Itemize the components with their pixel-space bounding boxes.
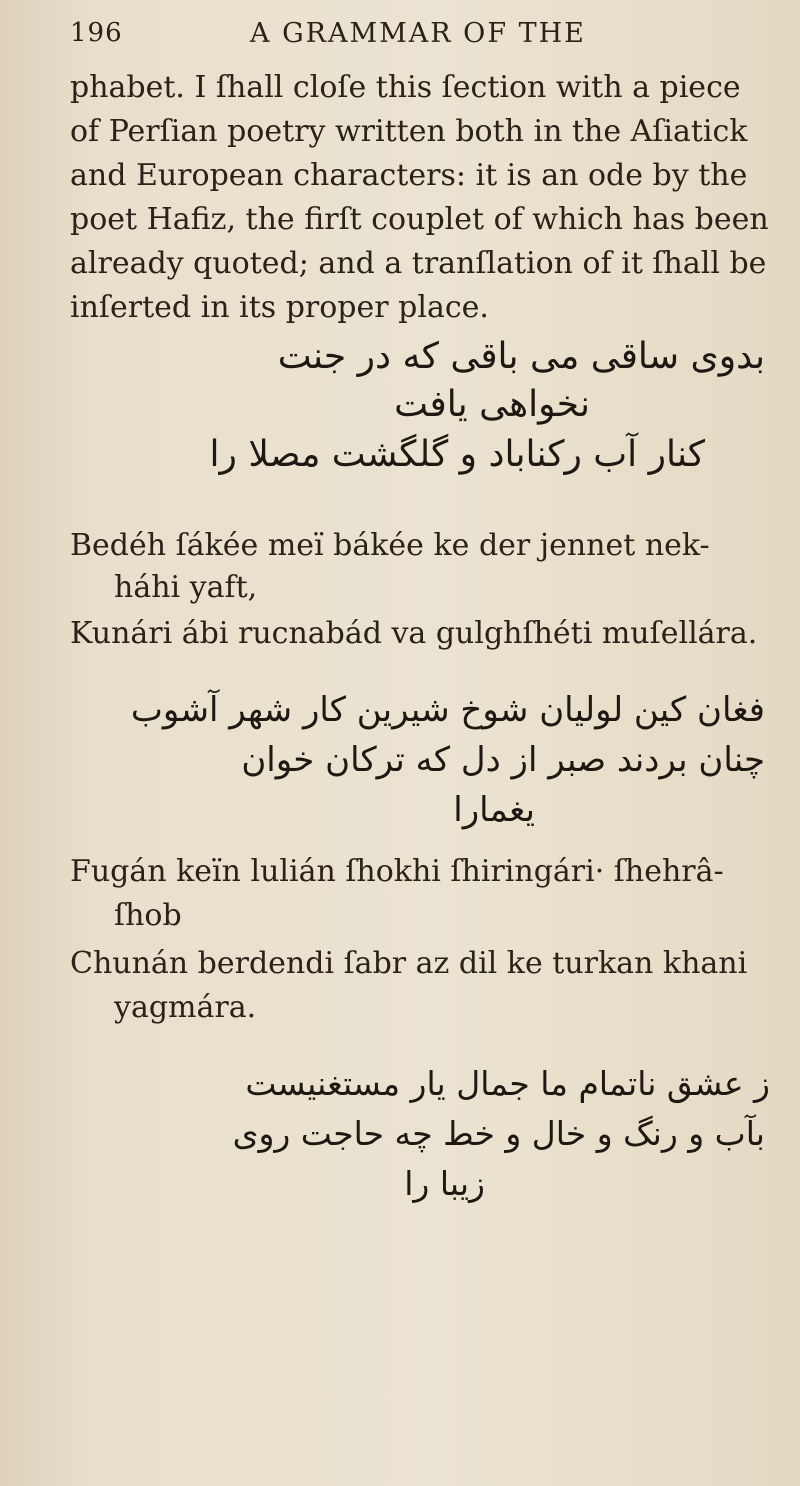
transliteration-line: Kunári ábi rucnabád va gulghſhéti muſellára. <box>70 616 758 651</box>
running-head: A GRAMMAR OF THE <box>250 18 586 49</box>
transliteration-line: ſhob <box>114 898 182 933</box>
persian-verse-line: نخواهی یافت <box>394 384 590 425</box>
persian-verse-line: ز عشق ناتمام ما جمال یار مستغنیست <box>245 1064 770 1103</box>
persian-verse-line: یغمارا <box>453 790 535 830</box>
page-number: 196 <box>70 18 123 48</box>
intro-line: inſerted in its proper place. <box>70 290 489 325</box>
transliteration-line: háhi yaft, <box>114 570 258 605</box>
intro-line: of Perſian poetry written both in the Aſiatick <box>70 114 748 149</box>
intro-line: phabet. I ſhall cloſe this ſection with a piece <box>70 70 741 105</box>
transliteration-line: yagmára. <box>114 990 257 1025</box>
page-header <box>70 18 770 58</box>
intro-line: poet Hafiz, the firſt couplet of which has been <box>70 202 769 237</box>
transliteration-line: Fugán keïn lulián ſhokhi ſhiringári· ſhehrâ- <box>70 854 724 889</box>
intro-paragraph <box>70 66 790 330</box>
persian-verse-line: بآب و رنگ و خال و خط چه حاجت روی <box>232 1114 765 1153</box>
persian-verse-line: زیبا را <box>404 1164 485 1203</box>
transliteration-line: Bedéh ſákée meï bákée ke der jennet nek- <box>70 528 710 563</box>
intro-line: and European characters: it is an ode by the <box>70 158 748 193</box>
persian-verse-line: فغان کین لولیان شوخ شیرین کار شهر آشوب <box>130 690 765 730</box>
persian-verse-line: کنار آب رکناباد و گلگشت مصلا را <box>209 434 705 475</box>
persian-verse-line: بدوی ساقی می باقی که در جنت <box>277 336 765 377</box>
intro-line: already quoted; and a tranſlation of it ſhall be <box>70 246 767 281</box>
transliteration-line: Chunán berdendi ſabr az dil ke turkan khani <box>70 946 748 981</box>
persian-verse-line: چنان بردند صبر از دل که ترکان خوان <box>241 740 765 780</box>
